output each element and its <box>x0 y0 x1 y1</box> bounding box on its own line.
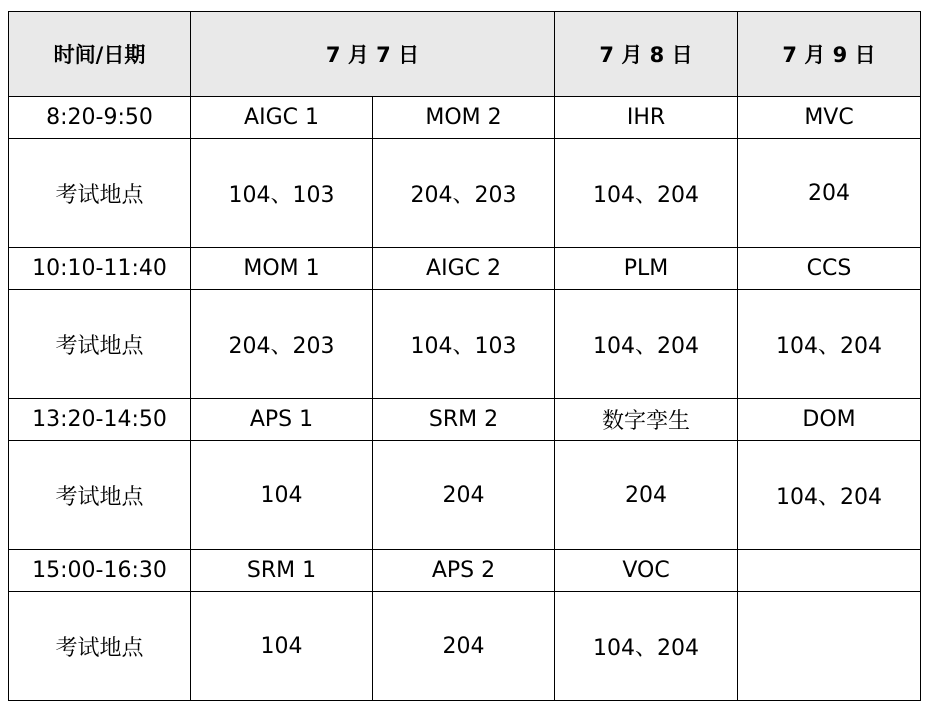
location-cell: 204 <box>738 139 921 248</box>
location-row <box>9 592 921 701</box>
location-cell: 204 <box>373 441 555 550</box>
location-cell: 104、204 <box>738 290 921 399</box>
time-row <box>9 550 921 592</box>
location-cell: 204、203 <box>373 139 555 248</box>
location-cell: 104、204 <box>555 592 738 701</box>
location-cell: 104、204 <box>738 441 921 550</box>
course-cell: AIGC 1 <box>191 97 373 139</box>
time-slot: 10:10-11:40 <box>9 248 191 290</box>
location-cell <box>738 592 921 701</box>
location-label: 考试地点 <box>9 290 191 399</box>
course-cell: 数字孪生 <box>555 399 738 441</box>
course-cell: AIGC 2 <box>373 248 555 290</box>
location-cell: 104、103 <box>191 139 373 248</box>
header-time-date: 时间/日期 <box>9 12 191 97</box>
course-cell: SRM 2 <box>373 399 555 441</box>
location-cell: 104、204 <box>555 139 738 248</box>
location-row <box>9 290 921 399</box>
header-day-2: 7 月 8 日 <box>555 12 738 97</box>
course-cell: MOM 1 <box>191 248 373 290</box>
course-cell: APS 2 <box>373 550 555 592</box>
location-cell: 204 <box>373 592 555 701</box>
time-slot: 15:00-16:30 <box>9 550 191 592</box>
location-label: 考试地点 <box>9 139 191 248</box>
time-row <box>9 399 921 441</box>
course-cell: MVC <box>738 97 921 139</box>
time-row <box>9 248 921 290</box>
location-row <box>9 139 921 248</box>
course-cell: DOM <box>738 399 921 441</box>
time-slot: 13:20-14:50 <box>9 399 191 441</box>
course-cell: MOM 2 <box>373 97 555 139</box>
location-row <box>9 441 921 550</box>
time-row <box>9 97 921 139</box>
time-slot: 8:20-9:50 <box>9 97 191 139</box>
course-cell <box>738 550 921 592</box>
course-cell: VOC <box>555 550 738 592</box>
course-cell: IHR <box>555 97 738 139</box>
course-cell: PLM <box>555 248 738 290</box>
location-label: 考试地点 <box>9 592 191 701</box>
course-cell: APS 1 <box>191 399 373 441</box>
location-cell: 204 <box>555 441 738 550</box>
location-label: 考试地点 <box>9 441 191 550</box>
course-cell: SRM 1 <box>191 550 373 592</box>
header-row <box>9 12 921 97</box>
location-cell: 204、203 <box>191 290 373 399</box>
location-cell: 104 <box>191 592 373 701</box>
location-cell: 104、103 <box>373 290 555 399</box>
schedule-page <box>8 11 921 701</box>
location-cell: 104 <box>191 441 373 550</box>
header-day-3: 7 月 9 日 <box>738 12 921 97</box>
exam-schedule-table <box>8 11 921 701</box>
header-day-1: 7 月 7 日 <box>191 12 555 97</box>
course-cell: CCS <box>738 248 921 290</box>
location-cell: 104、204 <box>555 290 738 399</box>
